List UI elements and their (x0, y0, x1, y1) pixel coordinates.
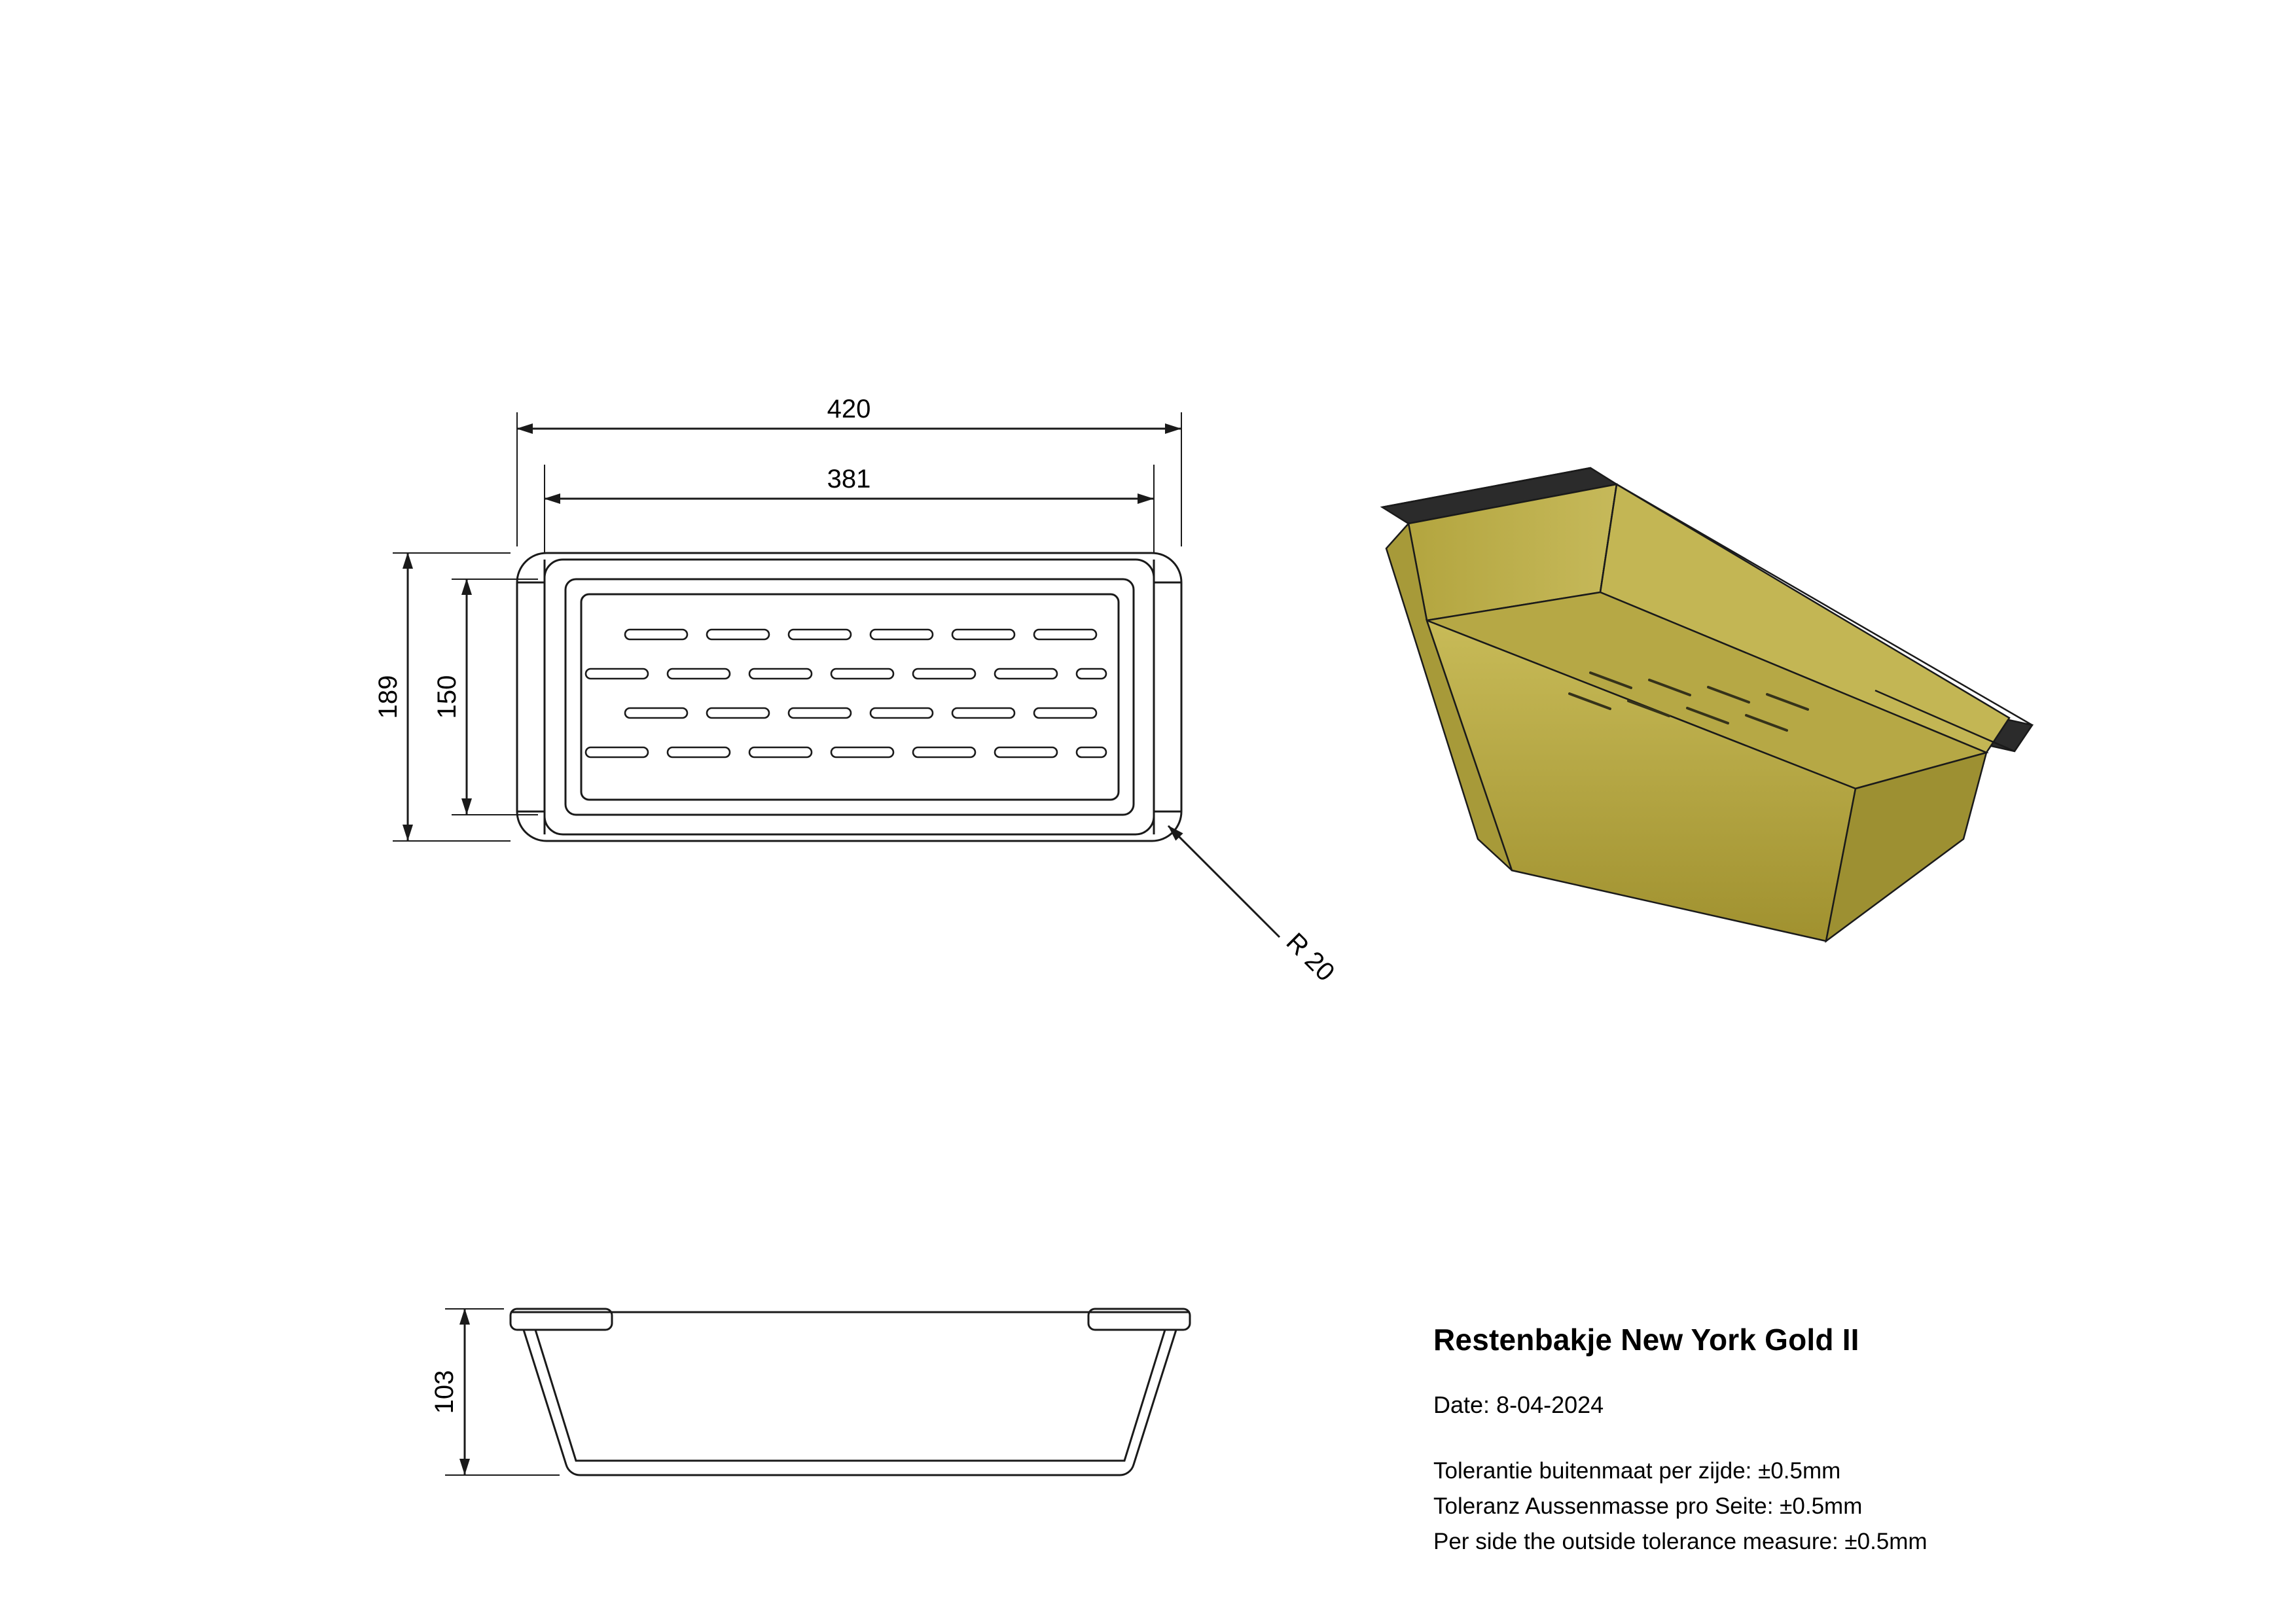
top-view-group (374, 395, 1340, 987)
dim-189-label: 189 (374, 675, 403, 719)
dim-381-label: 381 (827, 465, 871, 493)
tolerance-de: Toleranz Aussenmasse pro Seite: ±0.5mm (1433, 1493, 1863, 1519)
dimension-inner-width (545, 465, 1154, 499)
tolerance-nl: Tolerantie buitenmaat per zijde: ±0.5mm (1433, 1458, 1841, 1484)
top-view-extension-lines (393, 412, 1181, 841)
dimension-overall-height (430, 1309, 465, 1475)
radius-label: R 20 (1280, 927, 1340, 988)
dim-103-label: 103 (430, 1370, 459, 1414)
front-view-outline (511, 1309, 1190, 1475)
dim-150-label: 150 (433, 675, 461, 719)
radius-leader (1168, 826, 1340, 987)
drain-slot-pattern (586, 630, 1106, 757)
top-view-corner-tabs (517, 560, 1181, 834)
front-view-group (430, 1309, 1190, 1475)
dimension-overall-width (517, 395, 1181, 429)
dimension-overall-depth (374, 553, 408, 841)
title-block (1433, 1322, 2251, 1564)
dim-420-label: 420 (827, 395, 871, 423)
dimension-inner-depth (433, 579, 467, 815)
product-title: Restenbakje New York Gold II (1433, 1323, 1859, 1357)
date-label: Date: 8-04-2024 (1433, 1391, 1604, 1418)
top-view-outline (517, 553, 1181, 841)
tolerance-en: Per side the outside tolerance measure: ±0.5mm (1433, 1529, 1928, 1554)
iso-view-group (1382, 468, 2032, 941)
